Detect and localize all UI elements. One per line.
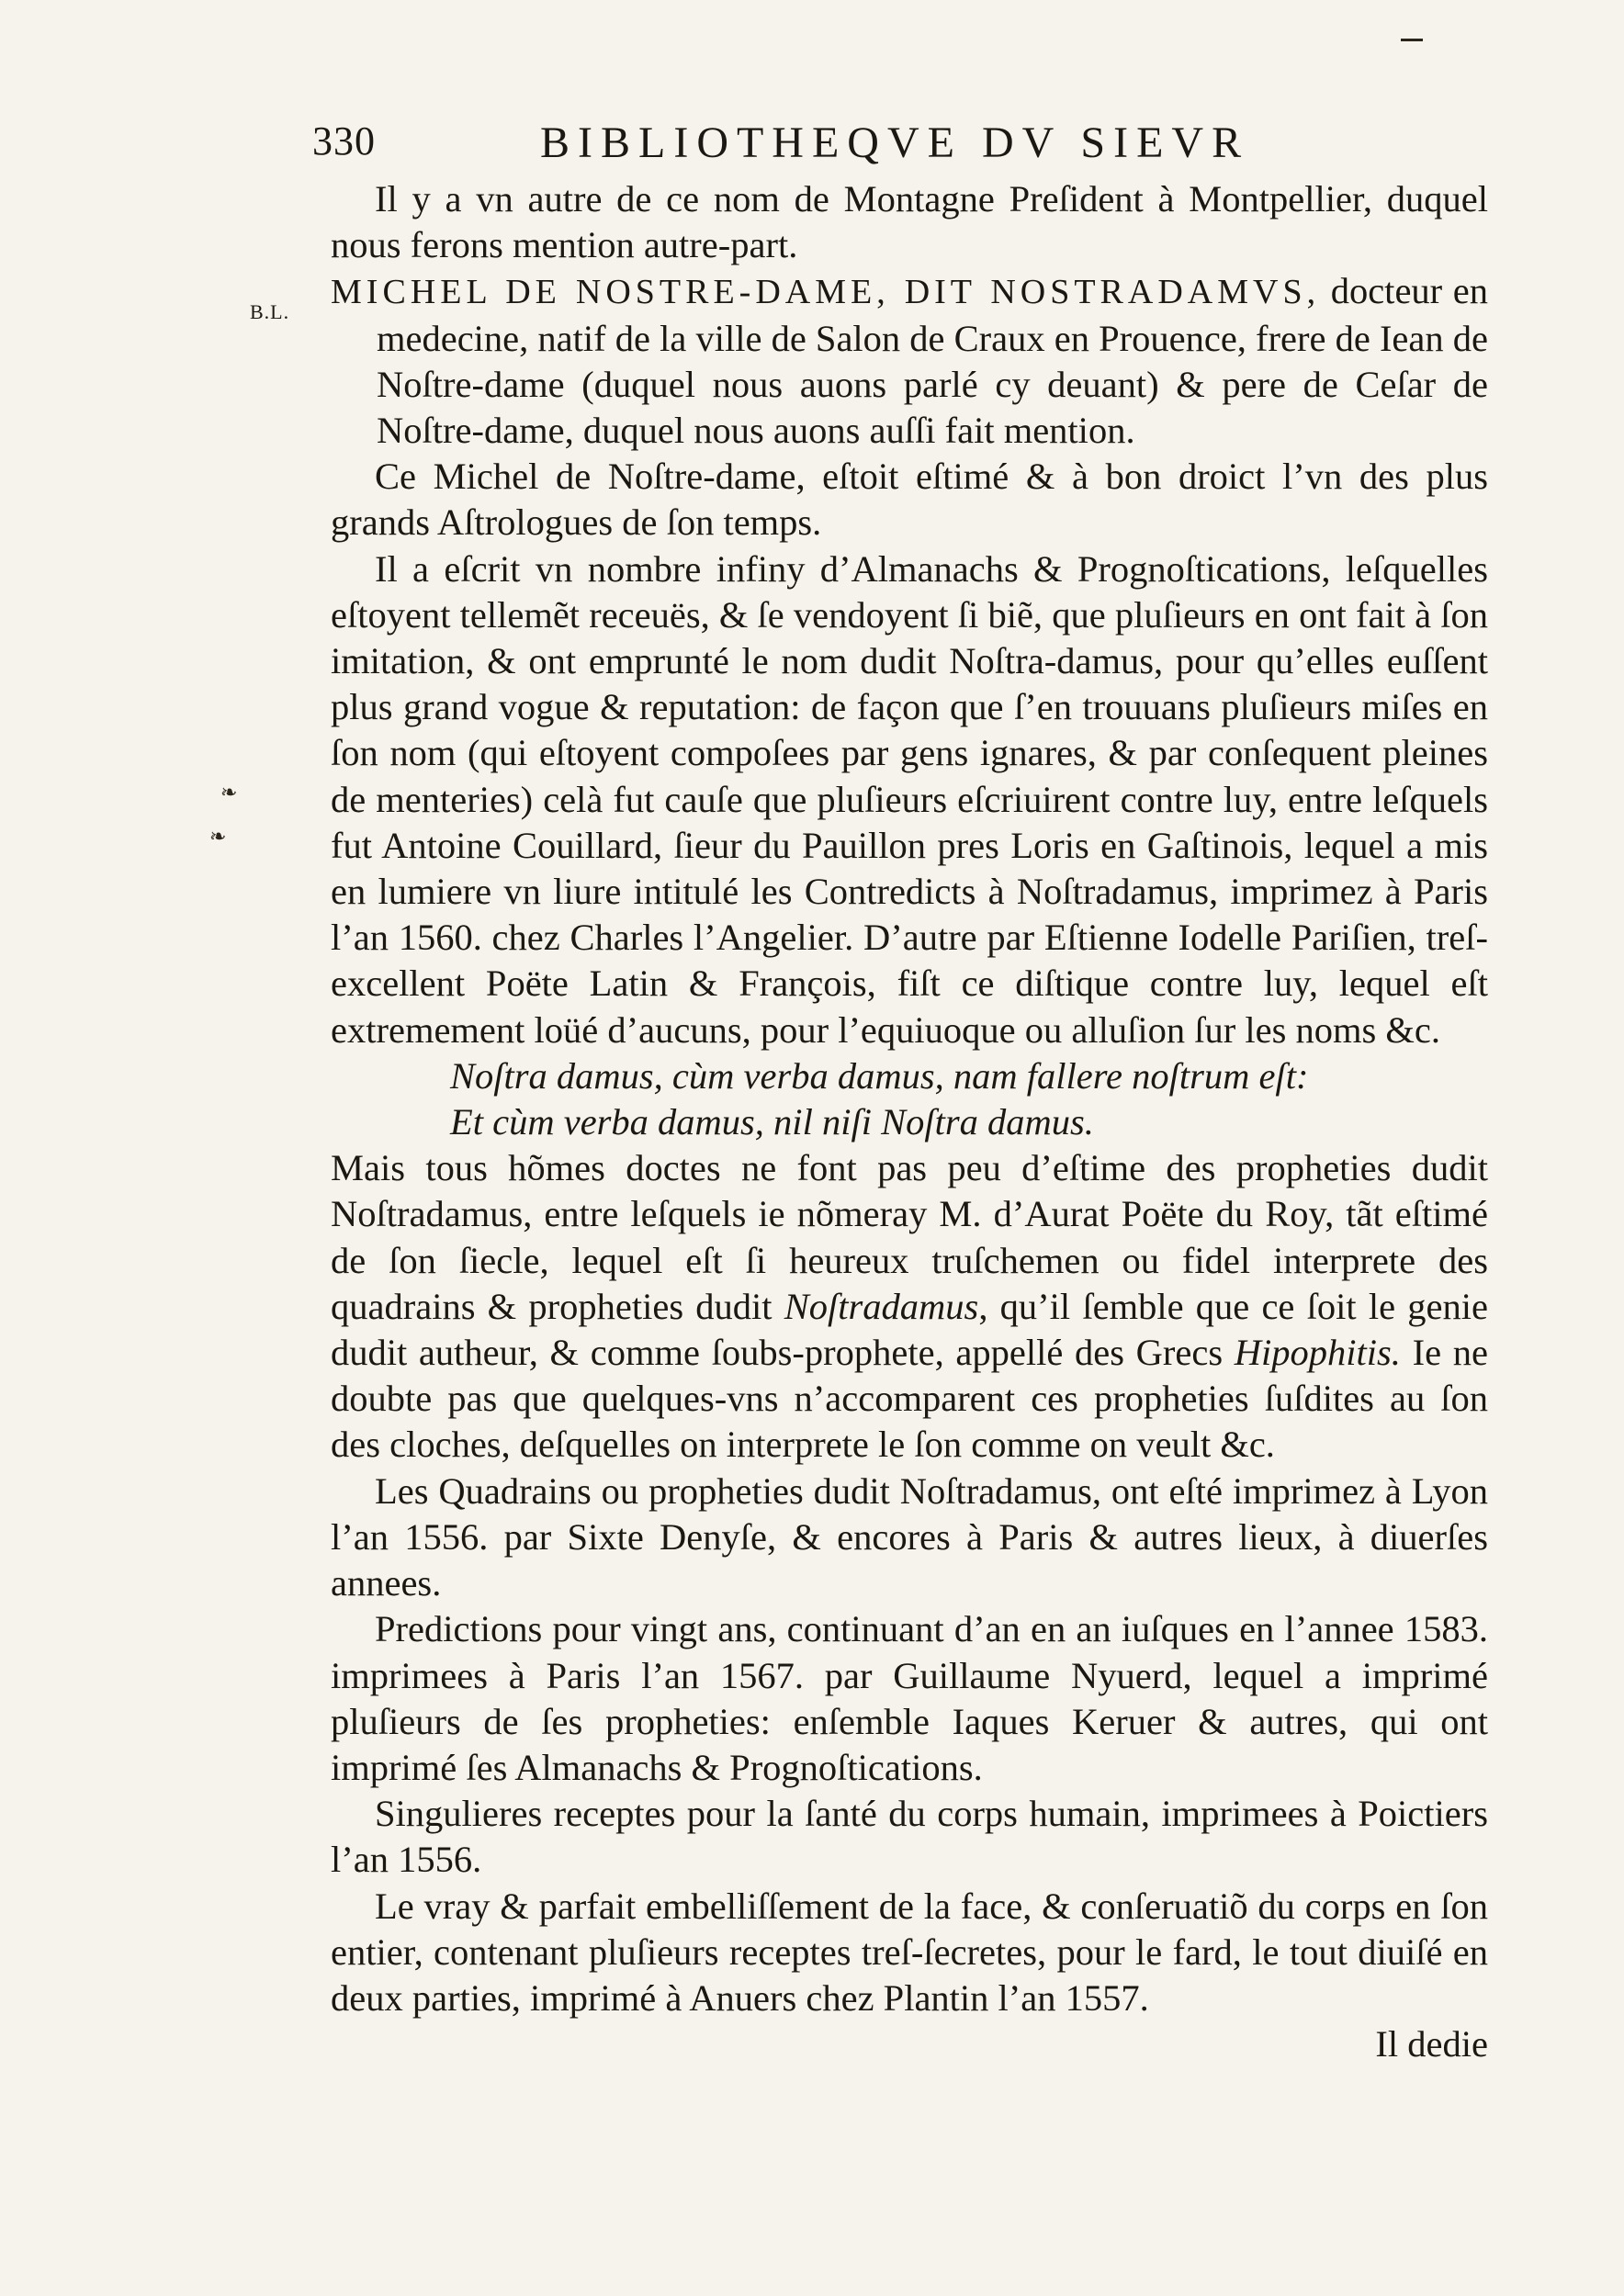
entry-paragraph <box>331 268 1488 454</box>
entry-text: docteur en medecine, natif de la ville de Salon de Craux en Prouence, frere de Iean de Noſtre-dame (duquel nous auons parlé cy deuant) & pere de Ceſar de Noſtre-dame, duquel nous auons auſſi fait mention. <box>377 270 1488 452</box>
paragraph: Le vray & parfait embelliſſement de la face, & conſeruatiõ du corps en ſon entier, contenant pluſieurs receptes treſ-ſecretes, pour le fard, le tout diuiſé en deux parties, imprimé à Anuers chez Plantin l’an 1557. <box>331 1885 1488 2019</box>
catchword: Il dedie <box>1375 2023 1488 2065</box>
entry-name: MICHEL DE NOSTRE-DAME, DIT NOSTRADAMVS, <box>331 273 1321 312</box>
page-number: 330 <box>312 118 376 163</box>
running-title: BIBLIOTHEQVE DV SIEVR <box>540 118 1250 167</box>
paragraph <box>331 1145 1488 1468</box>
paragraph: Ce Michel de Noſtre-dame, eſtoit eſtimé & à bon droict l’vn des plus grands Aſtrologues de ſon temps. <box>331 456 1488 544</box>
italic-term: Hipophitis. <box>1234 1332 1401 1374</box>
margin-ornament-icon: ❧ <box>220 781 238 804</box>
page-body <box>331 176 1488 2067</box>
margin-entry-mark: B.L. <box>250 300 290 323</box>
paragraph-text: Ie ne doubte pas que quelques-vns n’accomparent ces propheties ſuſdites au ſon des cloches, deſquelles on interprete le ſon comme on veult &c. <box>331 1332 1488 1466</box>
margin-ornament-icon: ❧ <box>209 825 227 848</box>
printer-mark <box>1401 39 1423 41</box>
paragraph-text: Mais tous hõmes doctes ne font pas peu d’eſtime des propheties dudit Noſtradamus, entre leſquels ie nõmeray M. d’Aurat Poëte du Roy, tãt eſtimé de ſon ſiecle, lequel eſt ſi heureux truſchemen ou fidel interprete des quadrains & propheties dudit <box>331 1147 1488 1327</box>
paragraph: Il y a vn autre de ce nom de Montagne Preſident à Montpellier, duquel nous ferons mention autre-part. <box>331 178 1488 266</box>
paragraph-text: , qu’il ſemble que ce ſoit le genie dudit autheur, & comme ſoubs-prophete, appellé des Grecs <box>331 1285 1488 1374</box>
verse-line: Noſtra damus, cùm verba damus, nam fallere noſtrum eſt: <box>450 1054 1309 1097</box>
paragraph: Singulieres receptes pour la ſanté du corps humain, imprimees à Poictiers l’an 1556. <box>331 1793 1488 1881</box>
paragraph: Predictions pour vingt ans, continuant d’an en an iuſques en l’annee 1583. imprimees à Paris l’an 1567. par Guillaume Nyuerd, lequel a imprimé pluſieurs de ſes propheties: enſemble Iaques Keruer & autres, qui ont imprimé ſes Almanachs & Prognoſtications. <box>331 1608 1488 1788</box>
paragraph: Il a eſcrit vn nombre infiny d’Almanachs & Prognoſtications, leſquelles eſtoyent tellemẽt receuës, & ſe vendoyent ſi biẽ, que pluſieurs en ont fait à ſon imitation, & ont emprunté le nom dudit Noſtra-damus, pour qu’elles euſſent plus grand vogue & reputation: de façon que ſ’en trouuans pluſieurs miſes en ſon nom (qui eſtoyent compoſees par gens ignares, & par conſequent pleines de menteries) celà fut cauſe que pluſieurs eſcriuirent contre luy, entre leſquels fut Antoine Couillard, ſieur du Pauillon pres Loris en Gaſtinois, lequel a mis en lumiere vn liure intitulé les Contredicts à Noſtradamus, imprimez à Paris l’an 1560. chez Charles l’Angelier. D’autre par Eſtienne Iodelle Pariſien, treſ-excellent Poëte Latin & François, fiſt ce diſtique contre luy, lequel eſt extremement loüé d’aucuns, pour l’equiuoque ou alluſion ſur les noms &c. <box>331 547 1488 1051</box>
running-header <box>312 118 1488 173</box>
verse-line: Et cùm verba damus, nil niſi Noſtra damus. <box>450 1101 1094 1143</box>
italic-name: Noſtradamus <box>784 1285 979 1327</box>
paragraph: Les Quadrains ou propheties dudit Noſtradamus, ont eſté imprimez à Lyon l’an 1556. par Sixte Denyſe, & encores à Paris & autres lieux, à diuerſes annees. <box>331 1469 1488 1604</box>
